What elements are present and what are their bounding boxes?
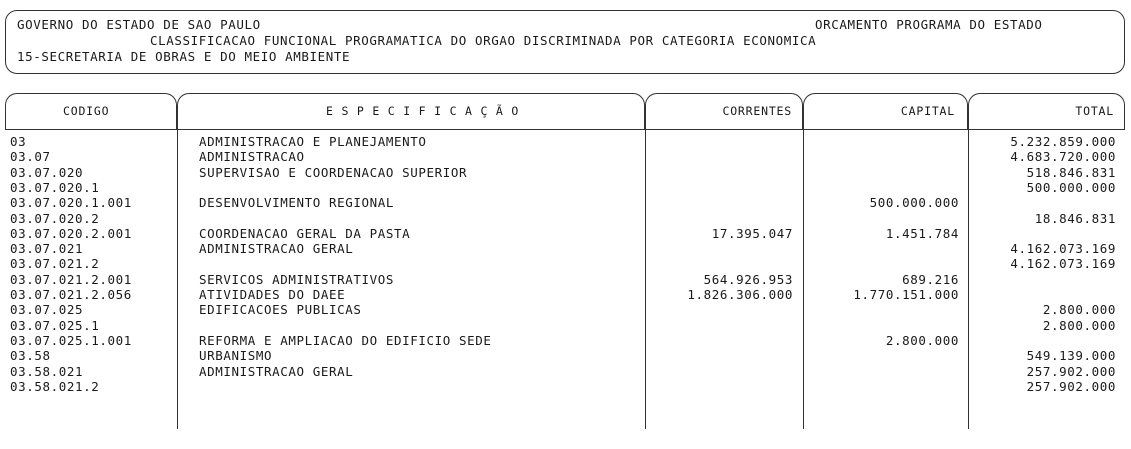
row-specification: ADMINISTRACAO GERAL	[199, 363, 354, 379]
row-total-value: 257.902.000	[1026, 378, 1116, 394]
row-correntes-value: 17.395.047	[711, 225, 793, 241]
row-code: 03.58.021	[10, 363, 84, 379]
row-total-value: 18.846.831	[1034, 210, 1116, 226]
row-total-value: 2.800.000	[1042, 317, 1116, 333]
column-header-total	[968, 93, 1125, 129]
row-code: 03.07.021.2	[10, 256, 100, 272]
table-row	[0, 287, 1131, 302]
table-row	[0, 241, 1131, 256]
budget-title: ORCAMENTO PROGRAMA DO ESTADO	[815, 17, 1043, 32]
row-code: 03.07.020.2.001	[10, 225, 132, 241]
table-row	[0, 256, 1131, 271]
government-title: GOVERNO DO ESTADO DE SAO PAULO	[17, 17, 261, 32]
row-code: 03.07.020	[10, 164, 84, 180]
row-total-value: 518.846.831	[1026, 164, 1116, 180]
row-total-value: 5.232.859.000	[1010, 134, 1116, 149]
row-capital-value: 2.800.000	[885, 332, 959, 348]
column-header-correntes	[645, 93, 803, 129]
row-specification: ATIVIDADES DO DAEE	[199, 287, 346, 302]
row-specification: ADMINISTRACAO E PLANEJAMENTO	[199, 134, 427, 149]
row-correntes-value: 1.826.306.000	[687, 287, 793, 302]
secretariat-title: 15-SECRETARIA DE OBRAS E DO MEIO AMBIENTE	[17, 49, 351, 64]
row-capital-value: 1.451.784	[885, 225, 959, 241]
table-row	[0, 211, 1131, 226]
row-code: 03.07	[10, 149, 51, 165]
column-label-correntes: CORRENTES	[722, 104, 792, 118]
table-row	[0, 149, 1131, 164]
table-row	[0, 134, 1131, 149]
column-label-especificacao: E S P E C I F I C A Ç Ã O	[326, 104, 520, 118]
row-total-value: 2.800.000	[1042, 302, 1116, 318]
row-total-value: 4.162.073.169	[1010, 241, 1116, 257]
row-capital-value: 689.216	[902, 271, 959, 287]
row-code: 03.07.025.1	[10, 317, 100, 333]
row-code: 03.07.021	[10, 241, 84, 257]
column-header-especificacao	[177, 93, 645, 129]
row-code: 03.07.020.2	[10, 210, 100, 226]
row-code: 03.07.021.2.001	[10, 271, 132, 287]
classification-title: CLASSIFICACAO FUNCIONAL PROGRAMATICA DO ORGAO DISCRIMINADA POR CATEGORIA ECONOMICA	[150, 33, 817, 48]
table-row	[0, 195, 1131, 210]
row-total-value: 500.000.000	[1026, 179, 1116, 195]
row-code: 03.07.025.1.001	[10, 332, 132, 348]
row-specification: SUPERVISAO E COORDENACAO SUPERIOR	[199, 164, 468, 180]
row-specification: SERVICOS ADMINISTRATIVOS	[199, 271, 395, 287]
row-code: 03	[10, 134, 27, 149]
row-code: 03.58	[10, 348, 51, 364]
row-code: 03.07.020.1	[10, 179, 100, 195]
column-label-capital: CAPITAL	[900, 104, 955, 118]
row-total-value: 4.683.720.000	[1010, 149, 1116, 165]
table-row	[0, 333, 1131, 348]
table-row	[0, 180, 1131, 195]
column-header-codigo	[5, 93, 177, 129]
table-row	[0, 318, 1131, 333]
row-specification: URBANISMO	[199, 348, 273, 364]
table-row	[0, 379, 1131, 394]
row-code: 03.07.021.2.056	[10, 287, 132, 302]
table-row	[0, 226, 1131, 241]
row-specification: ADMINISTRACAO GERAL	[199, 241, 354, 257]
table-row	[0, 348, 1131, 363]
column-label-codigo: CODIGO	[63, 104, 110, 118]
row-total-value: 549.139.000	[1026, 348, 1116, 364]
row-specification: DESENVOLVIMENTO REGIONAL	[199, 195, 395, 211]
row-capital-value: 500.000.000	[869, 195, 959, 211]
row-specification: REFORMA E AMPLIACAO DO EDIFICIO SEDE	[199, 332, 492, 348]
table-row	[0, 364, 1131, 379]
header-divider	[5, 129, 1125, 130]
row-specification: COORDENACAO GERAL DA PASTA	[199, 225, 411, 241]
column-header-capital	[803, 93, 968, 129]
table-row	[0, 302, 1131, 317]
row-total-value: 4.162.073.169	[1010, 256, 1116, 272]
row-code: 03.58.021.2	[10, 378, 100, 394]
row-total-value: 257.902.000	[1026, 363, 1116, 379]
row-specification: EDIFICACOES PUBLICAS	[199, 302, 362, 318]
row-code: 03.07.020.1.001	[10, 195, 132, 211]
table-row	[0, 272, 1131, 287]
table-row	[0, 165, 1131, 180]
row-code: 03.07.025	[10, 302, 84, 318]
row-specification: ADMINISTRACAO	[199, 149, 305, 165]
column-label-total: TOTAL	[1075, 104, 1114, 118]
row-correntes-value: 564.926.953	[703, 271, 793, 287]
row-capital-value: 1.770.151.000	[853, 287, 959, 302]
